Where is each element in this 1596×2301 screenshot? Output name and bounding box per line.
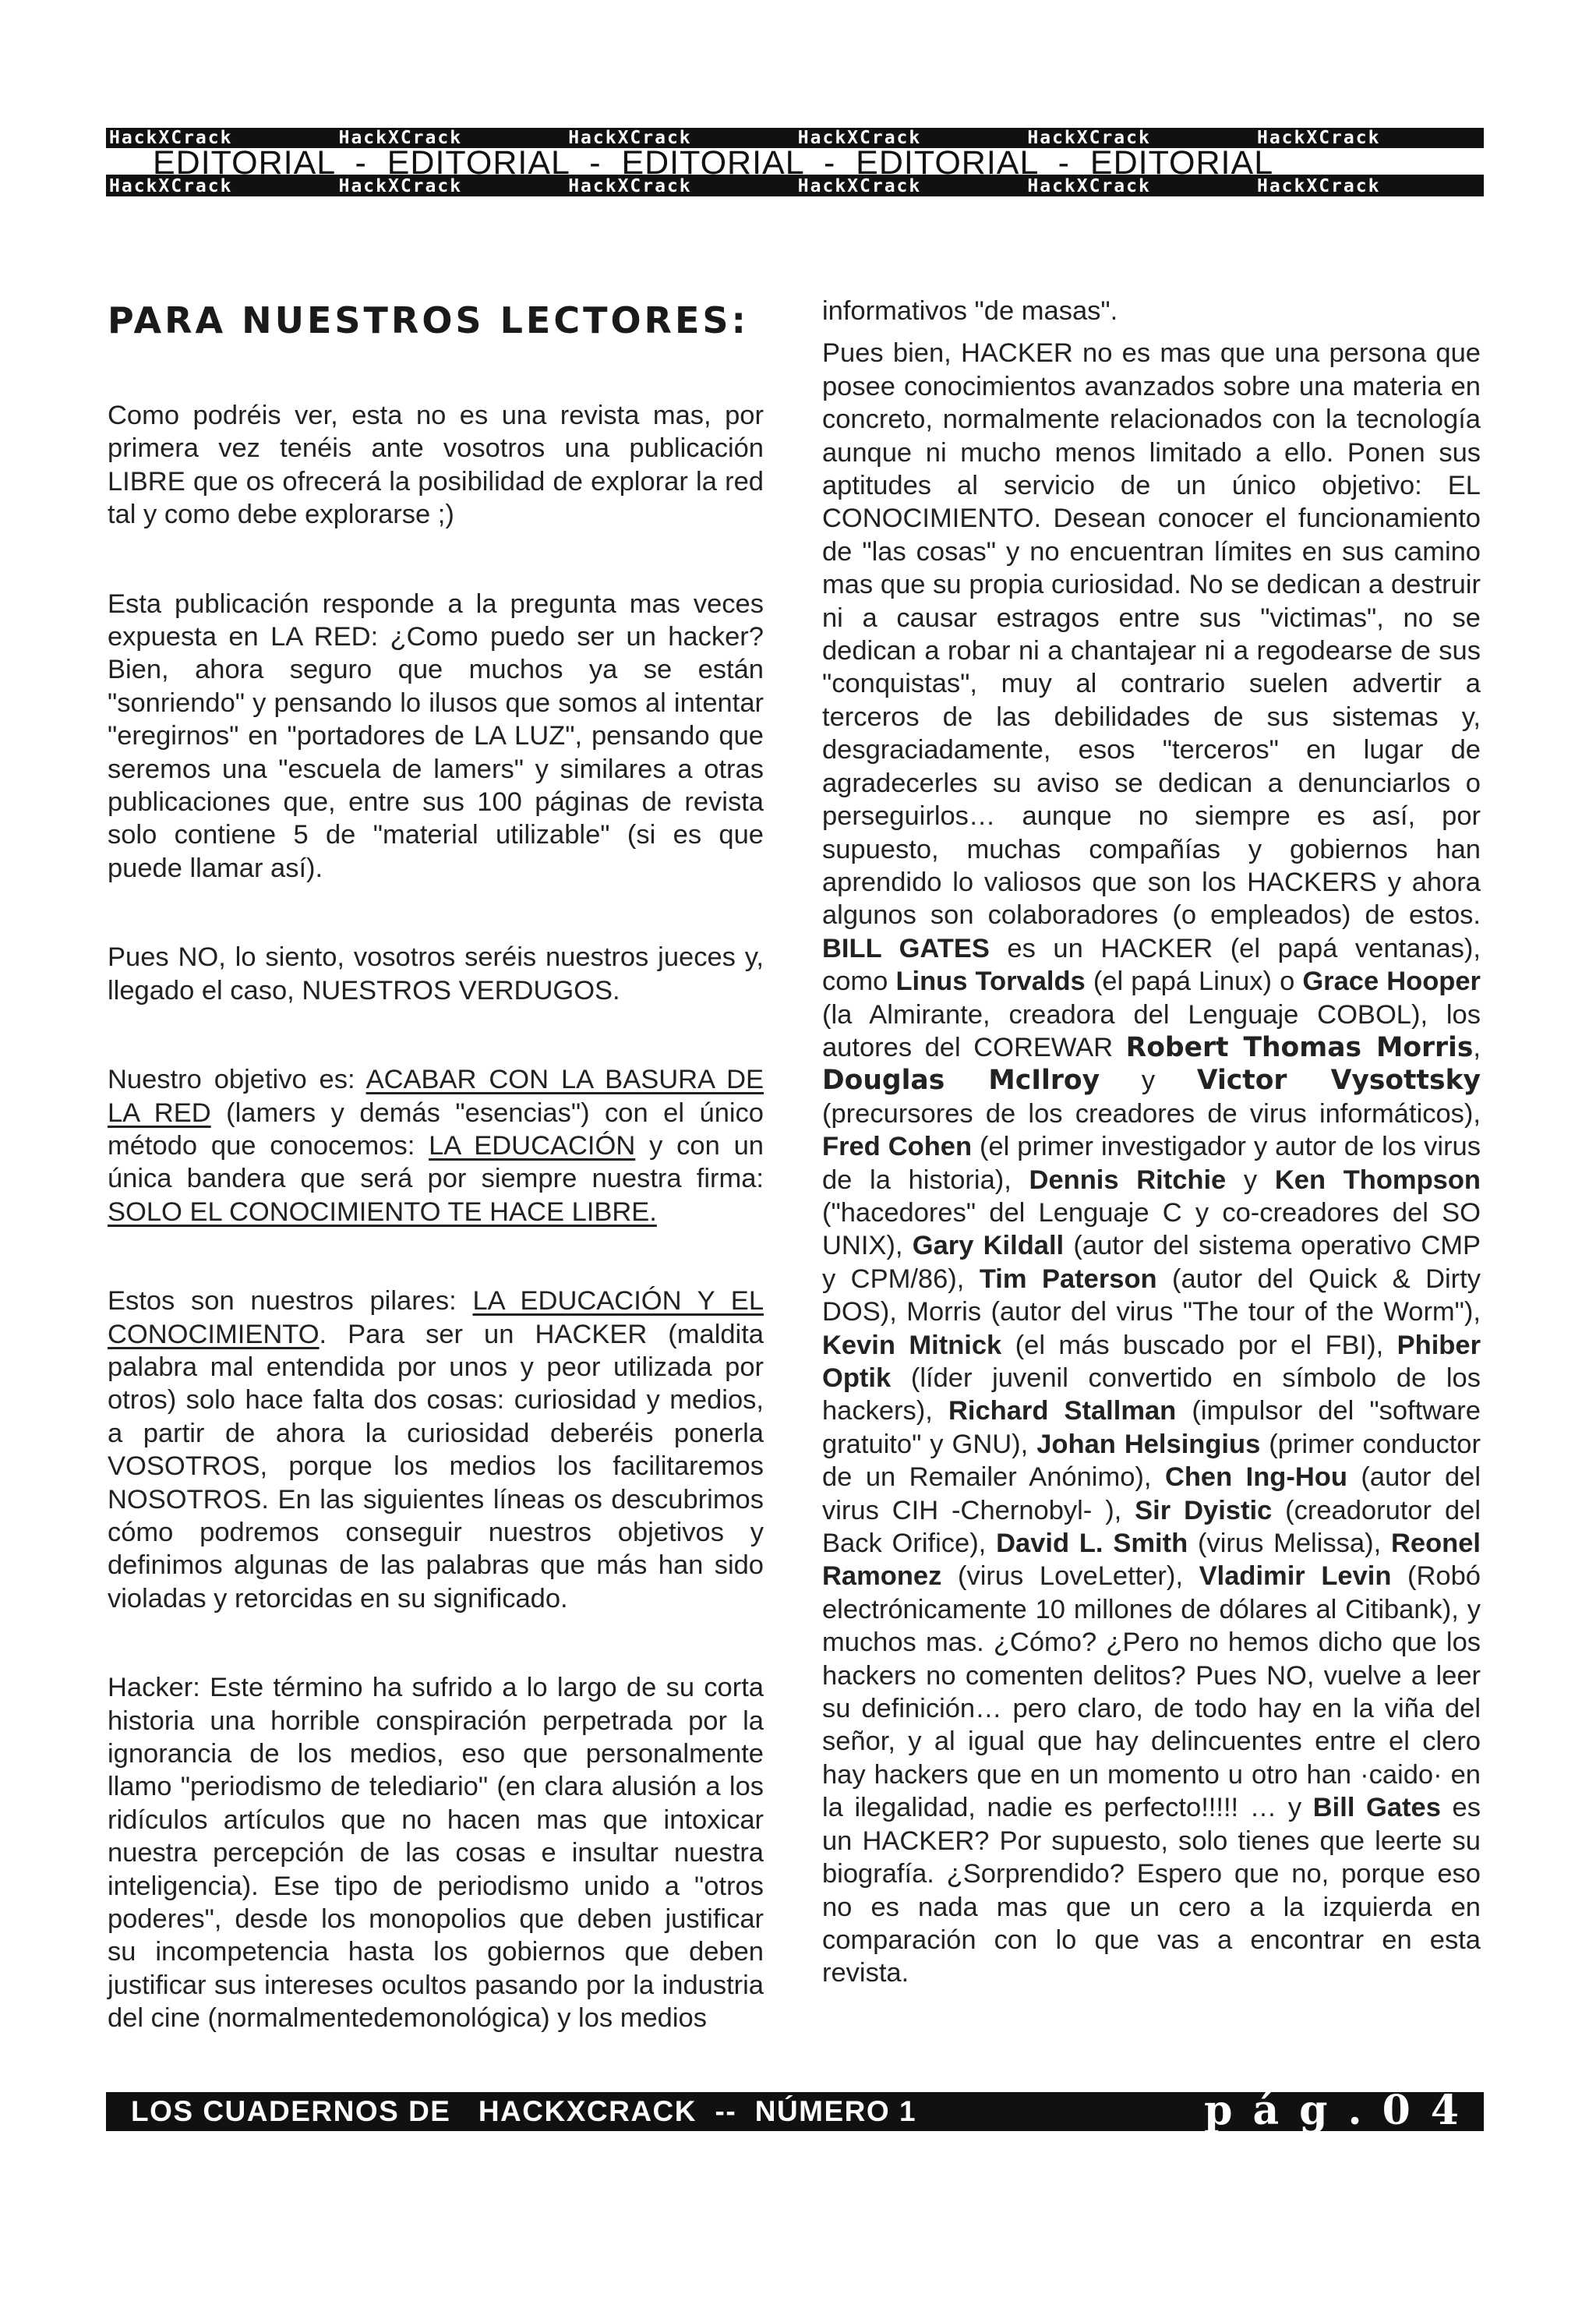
text-run: ("hacedores" del Lenguaje C y co-creadores del SO UNIX), — [822, 1197, 1481, 1261]
text-run: (virus Melissa), — [1188, 1529, 1391, 1559]
text-run: (el más buscado por el FBI), — [1001, 1330, 1397, 1360]
text-run: Estos son nuestros pilares: — [108, 1286, 473, 1317]
hacker-name: Phiber Optik — [822, 1330, 1481, 1393]
hacker-name: Robert Thomas Morris — [1125, 1031, 1474, 1063]
paragraph-famous-hackers — [822, 337, 1481, 1989]
hacker-name: Gary Kildall — [912, 1231, 1065, 1261]
hacker-name: Grace Hooper — [1302, 967, 1481, 997]
section-banner-text: EDITORIAL - EDITORIAL - EDITORIAL - EDITORIAL - EDITORIAL — [153, 147, 1274, 177]
text-run: (virus LoveLetter), — [941, 1561, 1199, 1592]
text-run: (el primer investigador y autor de los virus de la historia), — [822, 1132, 1481, 1195]
hacker-name: Dennis Ritchie — [1029, 1165, 1227, 1195]
hacker-name: Kevin Mitnick — [822, 1330, 1002, 1360]
hacker-name: Bill Gates — [1312, 1793, 1441, 1823]
text-run: (creadorutor del Back Orifice), — [822, 1495, 1481, 1559]
text-run: (impulsor del "software gratuito" y GNU), — [822, 1396, 1481, 1459]
brand-text: HackXCrack — [797, 128, 922, 148]
text-run: (autor del virus CIH -Chernobyl- ), — [822, 1462, 1481, 1525]
text-run: Pues bien, HACKER no es mas que una persona que posee conocimientos avanzados sobre una materia en concreto, normalmente relacionados con la tecnología aunque ni mucho menos limitado a ello. Ponen sus aptitudes al servicio de un único objetivo: EL CONOCIMIENTO. Desean conocer el funcionamiento de "las cosas" y no encuentran límites en sus camino mas que su propia curiosidad. No se dedican a destruir ni a causar estragos entre sus "victimas", no se dedican a robar ni a chantajear ni a regodearse de sus "conquistas", muy al contrario suelen advertir a terceros de las debilidades de sus sistemas y, desgraciadamente, esos "terceros" en lugar de agradecerles su aviso se dedican a denunciarlos o perseguirlos… aunque no siempre es así, por supuesto, muchas compañías y gobiernos han aprendido lo valiosos que son los HACKERS y ahora algunos son colaboradores (o empleados) de estos. — [822, 338, 1481, 931]
brand-text: HackXCrack — [338, 128, 463, 148]
text-run: (líder juvenil convertido en símbolo de los hackers), — [822, 1363, 1481, 1426]
header-brand-strip-top — [106, 128, 1484, 148]
text-run: Nuestro objetivo es: — [108, 1065, 366, 1095]
text-run: (autor del Quick & Dirty DOS), Morris (autor del virus "The tour of the Worm"), — [822, 1264, 1481, 1327]
text-run: (primer conductor de un Remailer Anónimo), — [822, 1429, 1481, 1493]
hacker-name: Chen Ing-Hou — [1164, 1462, 1347, 1493]
hacker-name: Sir Dyistic — [1135, 1495, 1273, 1525]
text-run: (Robó electrónicamente 10 millones de dólares al Citibank), y muchos mas. ¿Cómo? ¿Pero no hemos dicho que los hackers no comenten delitos? Pues NO, vuelve a leer su definición… pero claro, de todo hay en la viña del señor, y al igual que hay delincuentes entre el clero hay hackers que en un momento u otro han ·caido· en la ilegalidad, nadie es perfecto!!!!! … y — [822, 1561, 1481, 1823]
section-banner — [106, 147, 1484, 177]
underlined-phrase: LA EDUCACIÓN Y EL CONOCIMIENTO — [108, 1286, 764, 1349]
text-run: y con un única bandera que será por siempre nuestra firma: — [108, 1130, 764, 1194]
left-column — [108, 290, 764, 2035]
text-run: y — [1100, 1066, 1197, 1096]
page-number: pág.04 — [1204, 2087, 1479, 2134]
header-brand-strip-bottom — [106, 176, 1484, 196]
paragraph-pillars — [108, 1285, 764, 1615]
hacker-name: Douglas McIlroy — [822, 1065, 1100, 1097]
text-run: . Para ser un HACKER (maldita palabra mal entendida por unos y peor utilizada por otros) solo hace falta dos cosas: curiosidad y medios, a partir de ahora la curiosidad deberéis ponerla VOSOTROS, porque los medios los facilitaremos NOSOTROS. En las siguientes líneas os descubrimos cómo podremos conseguir nuestros objetivos y definimos algunas de las palabras que más han sido violadas y retorcidas en su significado. — [108, 1319, 764, 1614]
brand-text: HackXCrack — [1027, 128, 1151, 148]
brand-text: HackXCrack — [1027, 176, 1151, 196]
text-run: y — [1226, 1165, 1275, 1195]
brand-text: HackXCrack — [109, 128, 233, 148]
brand-text: HackXCrack — [568, 176, 692, 196]
hacker-name: Ken Thompson — [1274, 1165, 1481, 1195]
footer-publication: LOS CUADERNOS DE HACKXCRACK -- NÚMERO 1 — [131, 2095, 917, 2127]
hacker-name: Victor Vysottsky — [1196, 1065, 1481, 1097]
page-footer — [106, 2087, 1484, 2134]
hacker-name: Linus Torvalds — [895, 967, 1086, 997]
text-run: , — [1473, 1032, 1481, 1062]
underlined-phrase: LA EDUCACIÓN — [429, 1130, 636, 1161]
hacker-name: Johan Helsingius — [1036, 1429, 1261, 1459]
brand-text: HackXCrack — [568, 128, 692, 148]
underlined-phrase: ACABAR CON LA BASURA DE LA RED — [108, 1065, 764, 1128]
paragraph-judges: Pues NO, lo siento, vosotros seréis nuestros jueces y, llegado el caso, NUESTROS VERDUGOS. — [108, 942, 764, 1006]
hacker-name: Vladimir Levin — [1199, 1561, 1392, 1592]
text-run: (la Almirante, creadora del Lenguaje COBOL), los autores del COREWAR — [822, 999, 1481, 1062]
text-run: (lamers y demás "esencias") con el único método que conocemos: — [108, 1097, 764, 1161]
text-run: es un HACKER? Por supuesto, solo tienes que leerte su biografía. ¿Sorprendido? Espero que no, porque eso no es nada mas que un cero a la izquierda en comparación con lo que vas a encontrar en esta revista. — [822, 1793, 1481, 1988]
hacker-name: Reonel Ramonez — [822, 1529, 1481, 1592]
text-run: (el papá Linux) o — [1085, 967, 1303, 997]
brand-text: HackXCrack — [109, 176, 233, 196]
hacker-name: Richard Stallman — [948, 1396, 1177, 1426]
text-run: (autor del sistema operativo CMP y CPM/86), — [822, 1231, 1481, 1294]
hacker-name: David L. Smith — [996, 1529, 1188, 1559]
hacker-name: Tim Paterson — [979, 1264, 1157, 1294]
brand-text: HackXCrack — [338, 176, 463, 196]
right-column — [822, 295, 1481, 1990]
hacker-name: BILL GATES — [822, 933, 990, 963]
brand-text: HackXCrack — [1256, 176, 1381, 196]
paragraph-hacker-definition: Hacker: Este término ha sufrido a lo largo de su corta historia una horrible conspiración perpetrada por la ignorancia de los medios, eso que personalmente llamo "periodismo de telediario" (en clara alusión a los ridículos artículos que no hacen mas que intoxicar nuestra percepción de las cosas e insultar nuestra inteligencia). Ese tipo de periodismo unido a "otros poderes", desde los monopolios que deben justificar su incompetencia hasta los gobiernos que deben justificar sus intereses ocultos pasando por la industria del cine (normalmentedemonológica) y los medios — [108, 1673, 764, 2034]
paragraph-question: Esta publicación responde a la pregunta mas veces expuesta en LA RED: ¿Como puedo ser un hacker? Bien, ahora seguro que muchos ya se están "sonriendo" y pensando lo ilusos que somos al intentar "eregirnos" en "portadores de LA LUZ", pensando que seremos una "escuela de lamers" y similares a otras publicaciones que, entre sus 100 páginas de revista solo contiene 5 de "material utilizable" (si es que puede llamar así). — [108, 589, 764, 883]
paragraph-objective — [108, 1063, 764, 1228]
brand-text: HackXCrack — [1256, 128, 1381, 148]
article-heading: PARA NUESTROS LECTORES: — [108, 299, 749, 341]
paragraph-intro: Como podréis ver, esta no es una revista mas, por primera vez tenéis ante vosotros una publicación LIBRE que os ofrecerá la posibilidad de explorar la red tal y como debe explorarse ;) — [108, 401, 764, 530]
text-run: (precursores de los creadores de virus informáticos), — [822, 1098, 1481, 1129]
hacker-name: Fred Cohen — [822, 1132, 973, 1162]
text-run: es un HACKER (el papá ventanas), como — [822, 933, 1481, 997]
brand-text: HackXCrack — [797, 176, 922, 196]
underlined-phrase: SOLO EL CONOCIMIENTO TE HACE LIBRE. — [108, 1196, 657, 1227]
paragraph-continuation: informativos "de masas". — [822, 296, 1118, 326]
